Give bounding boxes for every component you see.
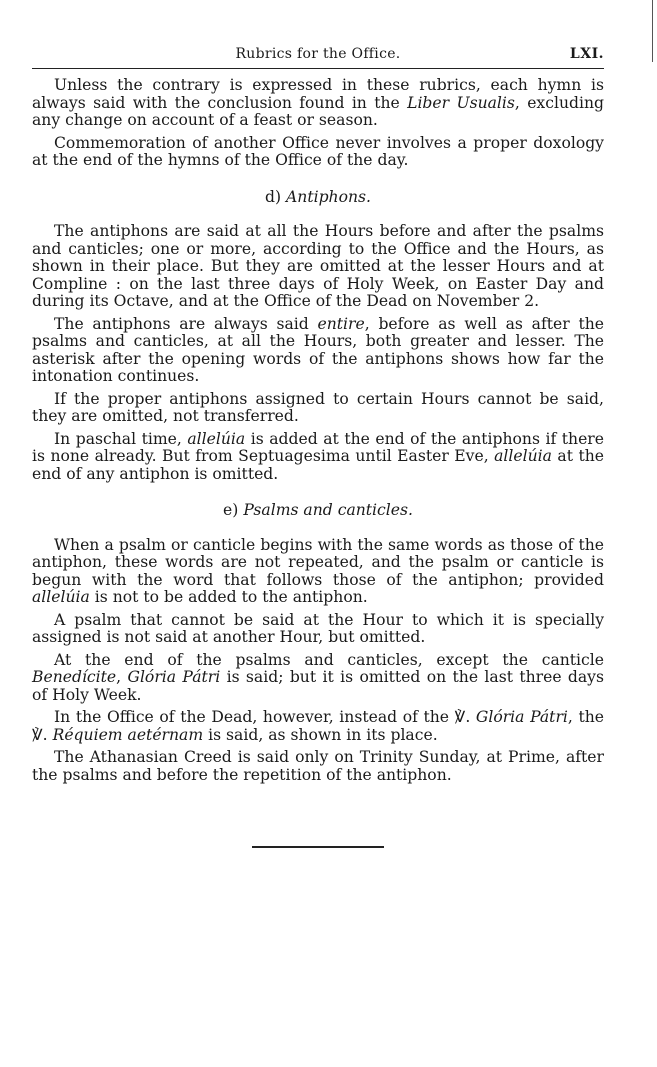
paragraph-paschal-alleluia: In paschal time, allelúia is added at the end of the antiphons if there is none already. But from Septuagesima until Easter Eve, allelúia at the end of any antiphon is omitted. bbox=[32, 429, 604, 483]
versicle-icon: ℣. bbox=[454, 708, 471, 726]
versicle-icon: ℣. bbox=[32, 725, 48, 744]
paragraph-commemoration: Commemoration of another Office never involves a proper doxology at the end of the hymns of the Office of the day. bbox=[32, 133, 604, 169]
end-rule-divider bbox=[252, 846, 384, 848]
header-title: Rubrics for the Office. bbox=[235, 46, 401, 62]
running-header bbox=[32, 42, 604, 69]
page-edge-line bbox=[652, 0, 653, 62]
page-body bbox=[32, 77, 604, 784]
paragraph-proper-antiphons: If the proper antiphons assigned to certain Hours cannot be said, they are omitted, not transferred. bbox=[32, 389, 604, 425]
paragraph-psalm-omitted: A psalm that cannot be said at the Hour to which it is specially assigned is not said at another Hour, but omitted. bbox=[32, 610, 604, 646]
section-heading-psalms: e) Psalms and canticles. bbox=[223, 501, 413, 519]
page-number: LXI. bbox=[569, 46, 604, 62]
paragraph-athanasian-creed: The Athanasian Creed is said only on Trinity Sunday, at Prime, after the psalms and before the repetition of the antiphon. bbox=[32, 748, 604, 784]
paragraph-antiphons-entire: The antiphons are always said entire, before as well as after the psalms and canticles, at all the Hours, both greater and lesser. The asterisk after the opening words of the antiphons shows how far the intonation continues. bbox=[32, 314, 604, 385]
section-heading-antiphons: d) Antiphons. bbox=[264, 187, 371, 206]
paragraph-psalm-begins: When a psalm or canticle begins with the same words as those of the antiphon, these words are not repeated, and the psalm or canticle is begun with the word that follows those of the antiphon; provided allelúia is not to be added to the antiphon. bbox=[32, 535, 604, 606]
paragraph-antiphons-hours: The antiphons are said at all the Hours before and after the psalms and canticles; one or more, according to the Office and the Hours, as shown in their place. But they are omitted at the lesser Hours and at Compline : on the last three days of Holy Week, on Easter Day and during its Octave, and at the Office of the Dead on November 2. bbox=[32, 222, 604, 310]
page bbox=[32, 42, 604, 848]
paragraph-gloria-patri: At the end of the psalms and canticles, except the canticle Benedícite, Glória Pátri is said; but it is omitted on the last three days of Holy Week. bbox=[32, 650, 604, 704]
paragraph-hymn-conclusion: Unless the contrary is expressed in these rubrics, each hymn is always said with the conclusion found in the Liber Usualis, excluding any change on account of a feast or season. bbox=[32, 76, 604, 129]
paragraph-office-dead: In the Office of the Dead, however, instead of the ℣. Glória Pátri, the ℣. Réquiem aetérnam is said, as shown in its place. bbox=[32, 708, 605, 744]
